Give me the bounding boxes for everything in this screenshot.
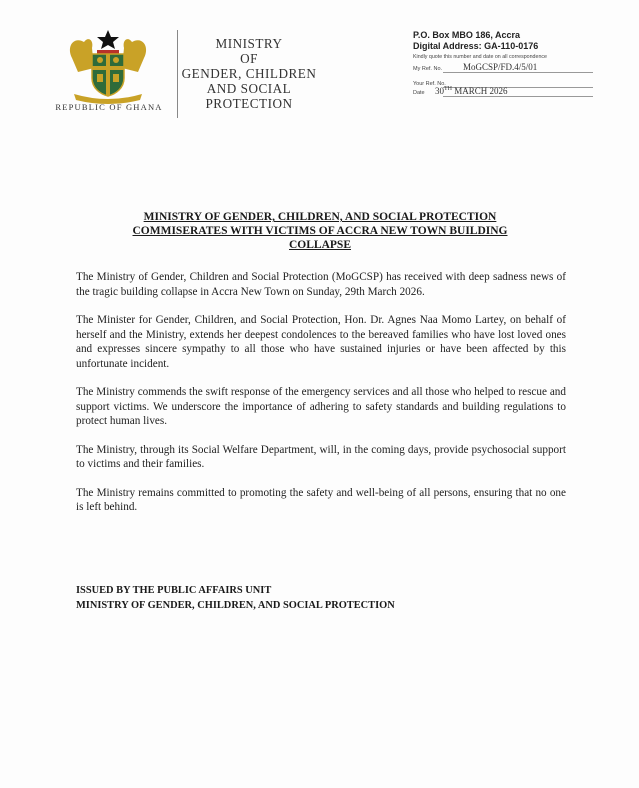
date-row — [413, 84, 613, 99]
kindly-quote-note: Kindly quote this number and date on all correspondence — [413, 54, 547, 60]
my-ref-row — [413, 60, 613, 75]
your-ref-label: Your Ref. No. — [413, 81, 446, 87]
issued-by: ISSUED BY THE PUBLIC AFFAIRS UNIT — [76, 585, 272, 596]
title-line: COMMISERATES WITH VICTIMS OF ACCRA NEW TOWN BUILDING — [132, 225, 508, 237]
ministry-line: MINISTRY — [215, 36, 283, 51]
press-release-title — [90, 210, 550, 252]
my-ref-label: My Ref. No. — [413, 66, 443, 72]
date-label: Date — [413, 90, 425, 96]
title-line: MINISTRY OF GENDER, CHILDREN, AND SOCIAL PROTECTION — [143, 211, 497, 223]
press-release-body — [76, 270, 566, 529]
ministry-line: PROTECTION — [205, 96, 293, 111]
ghana-coat-of-arms-icon — [64, 28, 152, 104]
paragraph: The Ministry remains committed to promoting the safety and well-being of all persons, ensuring that no one is left behind. — [76, 486, 566, 513]
republic-label: REPUBLIC OF GHANA — [55, 102, 163, 112]
postal-address: P.O. Box MBO 186, Accra — [413, 30, 521, 40]
paragraph: The Ministry commends the swift response of the emergency services and all those who helped to rescue and support victims. We underscore the importance of adhering to safety standards and building regulations to protect human lives. — [76, 386, 566, 427]
title-line: COLLAPSE — [289, 239, 351, 251]
paragraph: The Minister for Gender, Children, and Social Protection, Hon. Dr. Agnes Naa Momo Lartey, on behalf of herself and the Ministry, extends her deepest condolences to the bereaved families who have lost loved ones and expresses sincere sympathy to all those who have sustained injuries or have been affected by this unfortunate incident. — [76, 314, 566, 370]
contact-block — [413, 30, 613, 99]
paragraph: The Ministry, through its Social Welfare Department, will, in the coming days, provide psychosocial support to victims and their families. — [76, 443, 566, 470]
issuing-ministry: MINISTRY OF GENDER, CHILDREN, AND SOCIAL PROTECTION — [76, 599, 395, 611]
my-ref-value: MoGCSP/FD.4/5/01 — [463, 62, 538, 72]
date-value: 30TH MARCH 2026 — [435, 86, 508, 96]
digital-address: Digital Address: GA-110-0176 — [413, 41, 539, 51]
ministry-name — [180, 36, 318, 111]
header-divider — [177, 30, 178, 118]
signature-block — [76, 584, 566, 613]
ministry-line: GENDER, CHILDREN — [181, 66, 317, 81]
ministry-line: AND SOCIAL — [206, 81, 292, 96]
paragraph: The Ministry of Gender, Children and Social Protection (MoGCSP) has received with deep sadness news of the tragic building collapse in Accra New Town on Sunday, 29th March 2026. — [76, 271, 566, 298]
ministry-line: OF — [240, 51, 258, 66]
